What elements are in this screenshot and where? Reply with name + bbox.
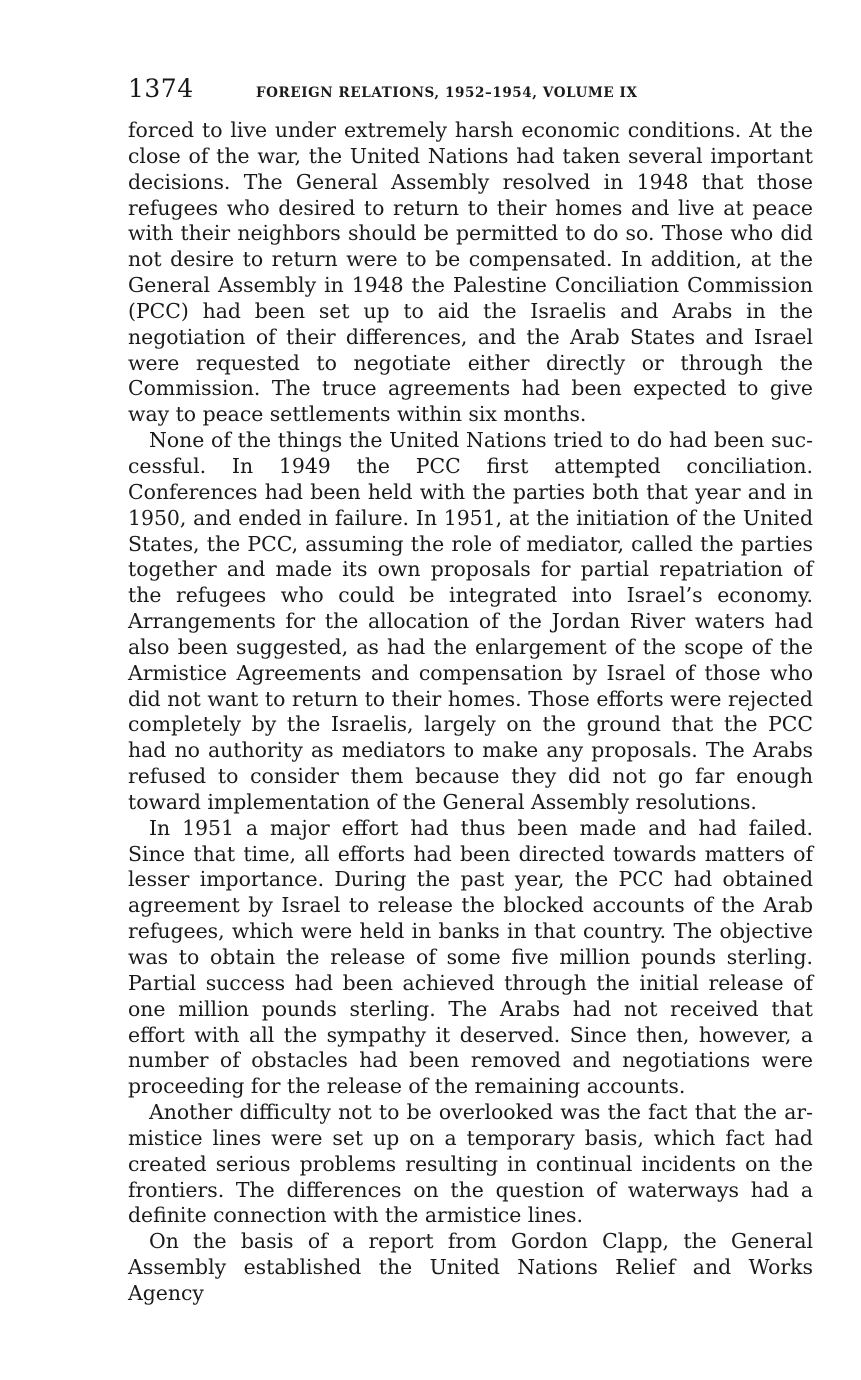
paragraph: Another difficulty not to be overlooked was the fact that the armistice lines were set up on a temporary basis, which fact had created serious problems resulting in continual incidents on the frontiers. The differences on the question of waterways had a definite connection with the armistice lines. [128, 1100, 813, 1228]
document-page [128, 74, 813, 1307]
paragraph: None of the things the United Nations tried to do had been successful. In 1949 the PCC first attempted conciliation. Conferences had been held with the parties both that year and in 1950, and ended in failure. In 1951, at the initiation of the United States, the PCC, assuming the role of mediator, called the parties together and made its own proposals for partial repatriation of the refugees who could be integrated into Israel’s economy. Arrangements for the allocation of the Jordan River waters had also been suggested, as had the enlargement of the scope of the Armistice Agreements and compensation by Israel of those who did not want to return to their homes. Those efforts were rejected completely by the Israelis, largely on the ground that the PCC had no authority as mediators to make any proposals. The Arabs refused to consider them because they did not go far enough toward implementation of the General Assembly resolutions. [128, 428, 813, 814]
body-text [128, 118, 813, 1307]
paragraph-continued: forced to live under extremely harsh economic conditions. At the close of the war, the United Nations had taken several important decisions. The General Assembly resolved in 1948 that those refugees who desired to return to their homes and live at peace with their neighbors should be permitted to do so. Those who did not desire to return were to be compensated. In addition, at the General Assembly in 1948 the Palestine Conciliation Commission (PCC) had been set up to aid the Israelis and Arabs in the negotiation of their differences, and the Arab States and Israel were requested to negotiate either directly or through the Commission. The truce agreements had been expected to give way to peace settlements within six months. [128, 118, 813, 427]
page-number: 1374 [128, 74, 194, 103]
paragraph: On the basis of a report from Gordon Clapp, the General Assembly established the United Nations Relief and Works Agency [128, 1229, 813, 1305]
paragraph: In 1951 a major effort had thus been made and had failed. Since that time, all efforts had been directed towards matters of lesser importance. During the past year, the PCC had obtained agreement by Israel to release the blocked accounts of the Arab refugees, which were held in banks in that country. The objective was to obtain the release of some five million pounds sterling. Partial success had been achieved through the initial release of one million pounds sterling. The Arabs had not received that effort with all the sympathy it deserved. Since then, however, a number of obstacles had been removed and negotiations were proceeding for the release of the remaining accounts. [128, 815, 813, 1099]
running-title: FOREIGN RELATIONS, 1952–1954, VOLUME IX [256, 85, 638, 101]
running-head [128, 74, 813, 108]
